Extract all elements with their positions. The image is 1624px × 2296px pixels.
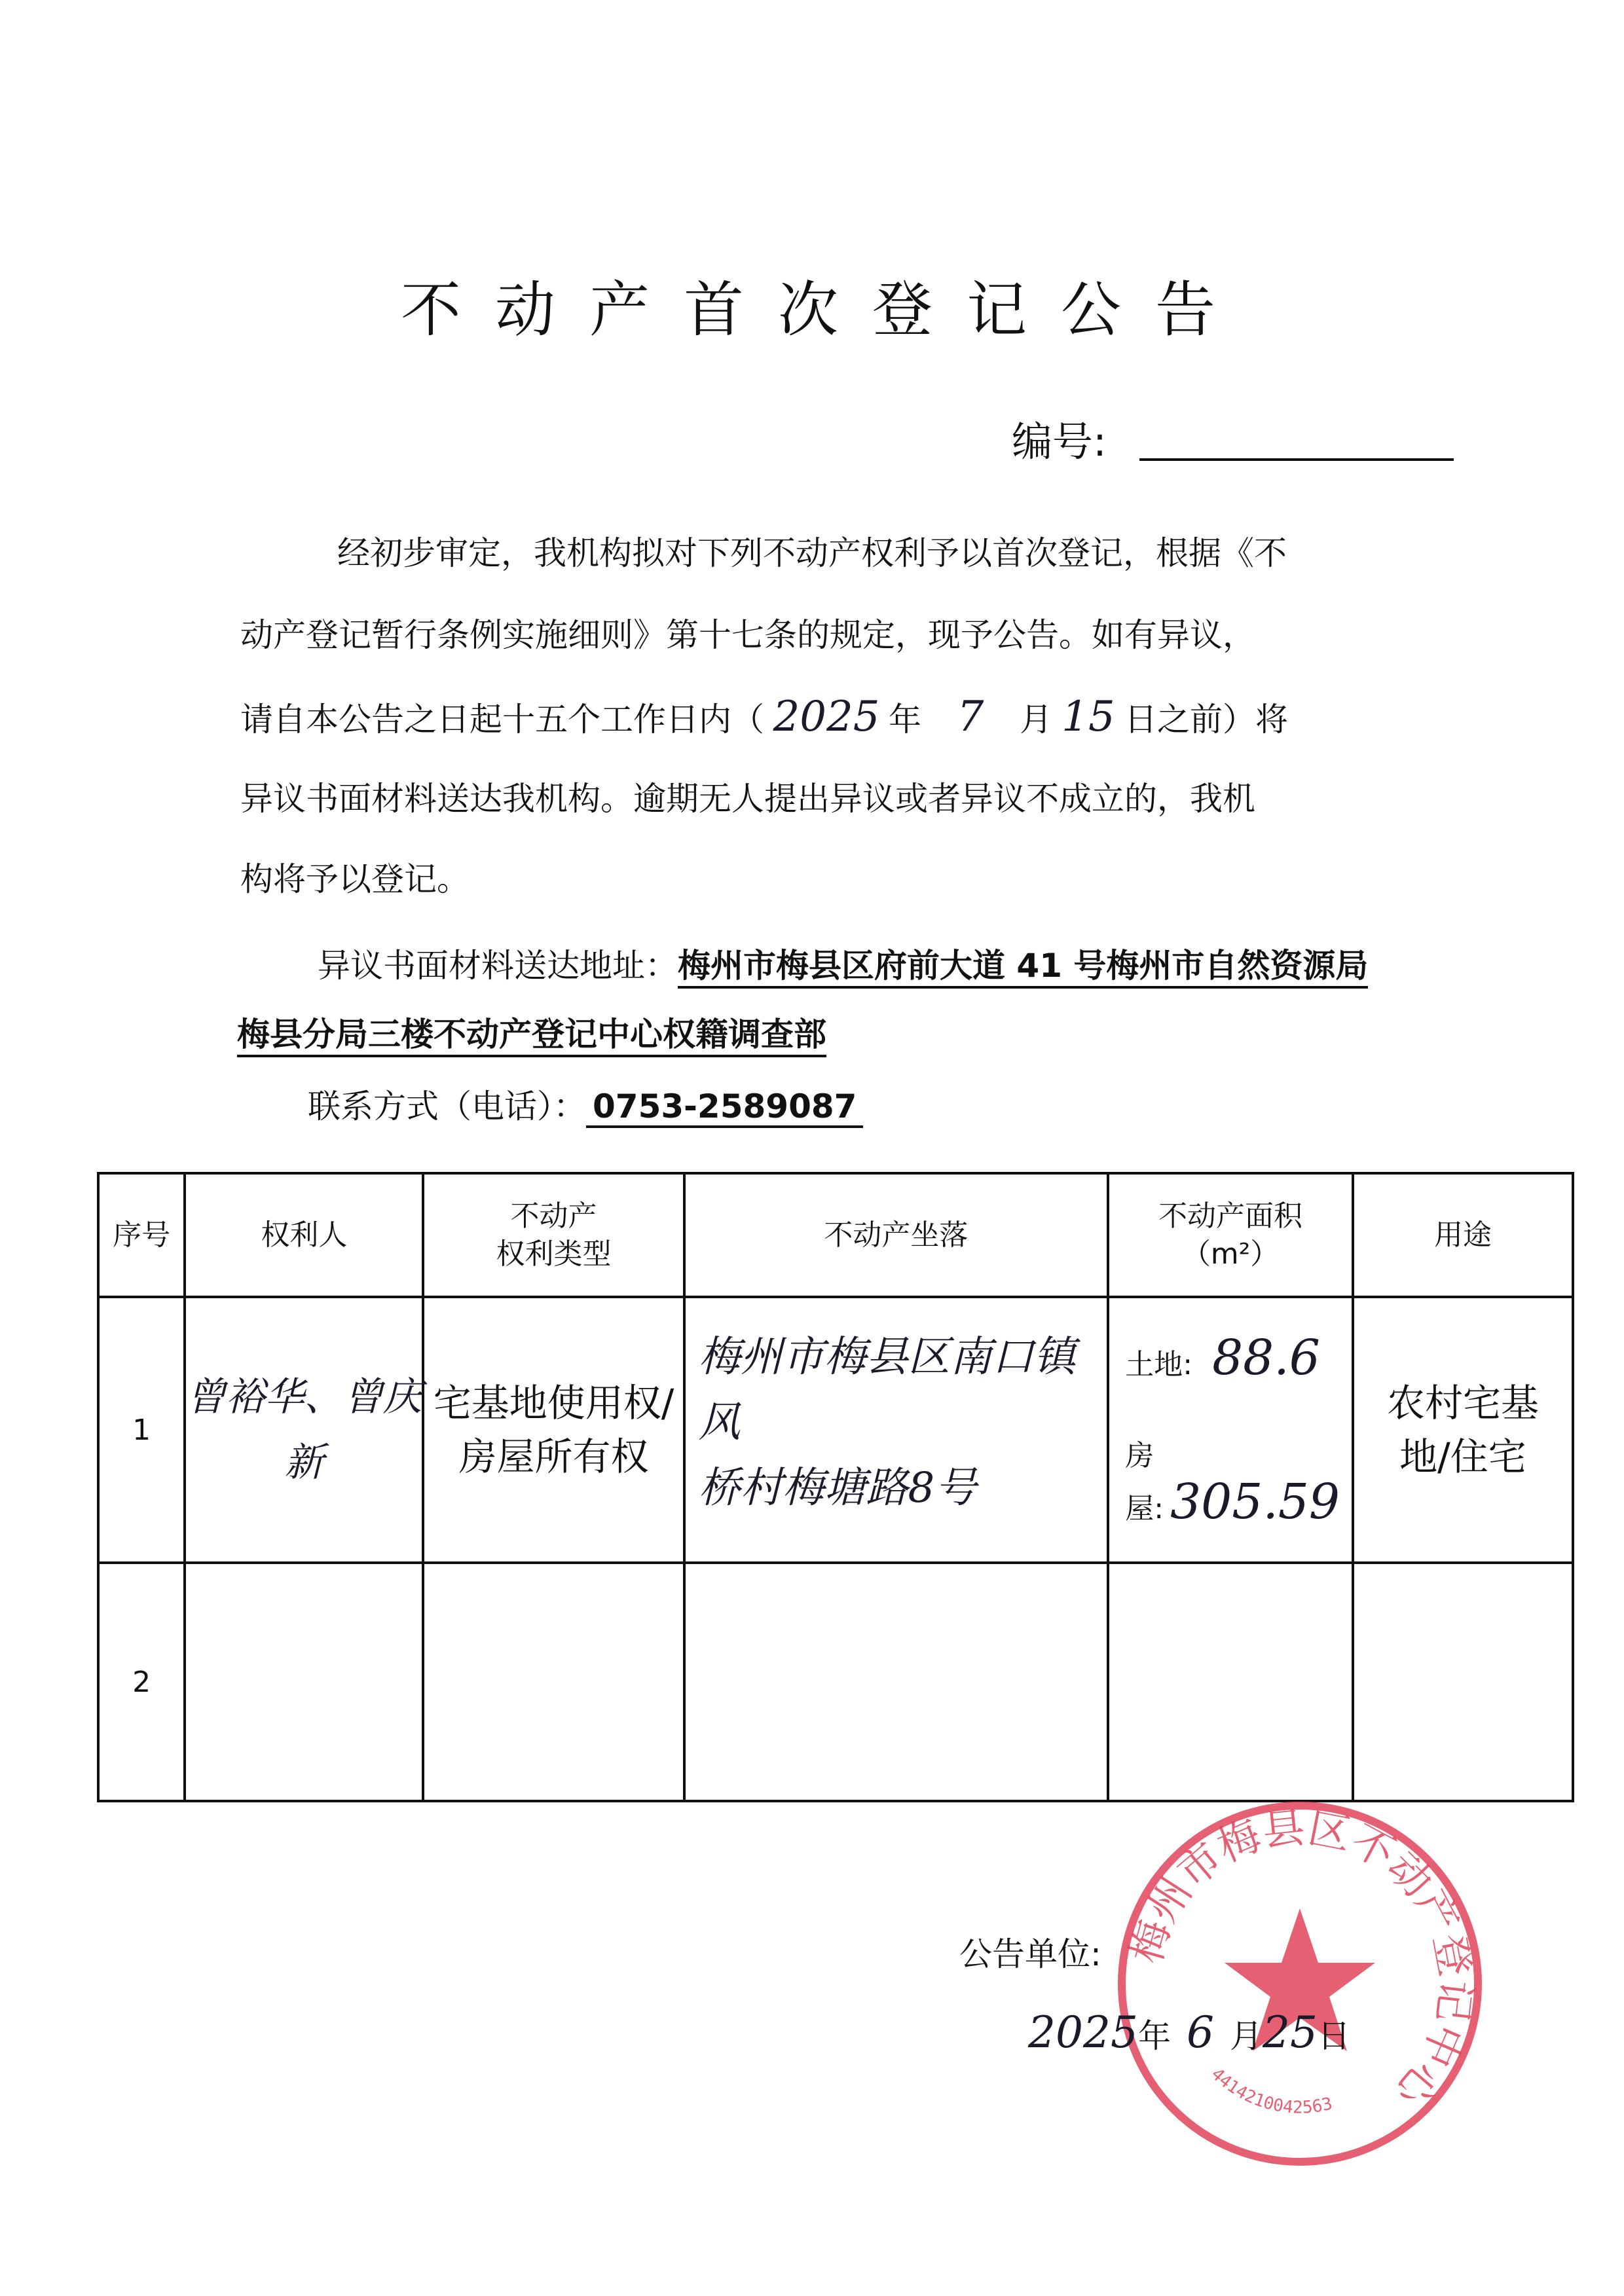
table-row [98,1297,1573,1563]
registration-table [97,1172,1574,1802]
row-1-location-l2: 桥村梅塘路8号 [698,1464,977,1512]
body-line-2: 动产登记暂行条例实施细则》第十七条的规定，现予公告。如有异议， [240,616,1255,654]
header-right-type-l1: 不动产 [510,1199,597,1233]
month-char: 月 [1020,701,1052,738]
address-row [318,947,1369,985]
row-1-house-area: 305.59 [1170,1474,1340,1530]
row-2-use [1353,1563,1573,1801]
table-header-row [98,1173,1573,1297]
seal-number: 4414210042563 [1207,2064,1335,2118]
serial-number-label: 编号: [1012,418,1107,465]
address-line-1: 梅州市梅县区府前大道 41 号梅州市自然资源局 [678,947,1368,989]
row-2-type [423,1563,684,1801]
address-label: 异议书面材料送达地址： [318,947,678,985]
announcing-unit-label: 公告单位: [959,1935,1101,1973]
deadline-year: 2025 [773,693,880,741]
row-1-type-cell [423,1297,684,1563]
page-title: 不动产首次登记公告 [400,275,1249,345]
date-year-char: 年 [1137,2017,1171,2055]
official-seal [1110,1794,1490,2174]
header-area [1108,1173,1353,1297]
body-line-1: 经初步审定，我机构拟对下列不动产权利予以首次登记，根据《不 [337,534,1287,572]
contact-row [308,1087,863,1125]
row-2-seq: 2 [98,1563,185,1801]
row-2-owner [185,1563,423,1801]
row-1-land-area: 88.6 [1212,1330,1320,1386]
header-seq: 序号 [98,1173,185,1297]
body-line-4: 异议书面材料送达我机构。逾期无人提出异议或者异议不成立的，我机 [240,780,1255,818]
row-1-location [684,1297,1109,1563]
row-1-land-label: 土地: [1125,1348,1193,1381]
body-line-3-suffix: 日之前）将 [1124,701,1288,738]
contact-label: 联系方式（电话）： [308,1087,586,1125]
date-year: 2025 [1028,2007,1138,2058]
header-right-type-l2: 权利类型 [496,1237,612,1271]
header-owner: 权利人 [185,1173,423,1297]
row-1-land [1109,1330,1352,1386]
contact-phone: 0753-2589087 [586,1087,863,1128]
row-1-type: 宅基地使用权/房屋所有权 [433,1381,674,1479]
body-line-3-prefix: 请自本公告之日起十五个工作日内（ [240,701,764,738]
row-1-house [1109,1432,1352,1530]
date-day: 25 [1262,2007,1318,2058]
date-month-char: 月 [1229,2017,1263,2055]
address-line-2: 梅县分局三楼不动产登记中心权籍调查部 [237,1015,826,1057]
header-area-l1: 不动产面积 [1158,1199,1303,1233]
seal-arc-text: 梅州市梅县区不动产登记中心 [1122,1804,1480,2116]
body-line-3 [240,693,1288,741]
date-month: 6 [1186,2007,1214,2058]
deadline-day: 15 [1061,693,1115,741]
header-location: 不动产坐落 [684,1173,1109,1297]
header-right-type [423,1173,684,1297]
year-char: 年 [889,701,921,738]
body-line-5: 构将予以登记。 [240,860,470,898]
row-1-location-l1: 梅州市梅县区南口镇风 [698,1333,1076,1447]
deadline-month: 7 [957,693,984,741]
row-1-use-cell [1353,1297,1573,1563]
row-1-house-label: 房屋: [1125,1439,1164,1525]
header-use: 用途 [1353,1173,1573,1297]
row-1-use: 农村宅基地/住宅 [1386,1381,1539,1479]
address-row-2 [237,1015,826,1053]
table-row [98,1563,1573,1801]
row-2-area [1108,1563,1353,1801]
date-day-char: 日 [1317,2017,1350,2055]
serial-number-blank [1139,458,1454,461]
row-1-owner: 曾裕华、曾庆新 [185,1297,423,1563]
row-2-location [684,1563,1109,1801]
row-1-seq: 1 [98,1297,185,1563]
row-1-area [1108,1297,1353,1563]
announcement-date [1028,2007,1350,2058]
header-area-l2: （m²） [1181,1237,1280,1271]
